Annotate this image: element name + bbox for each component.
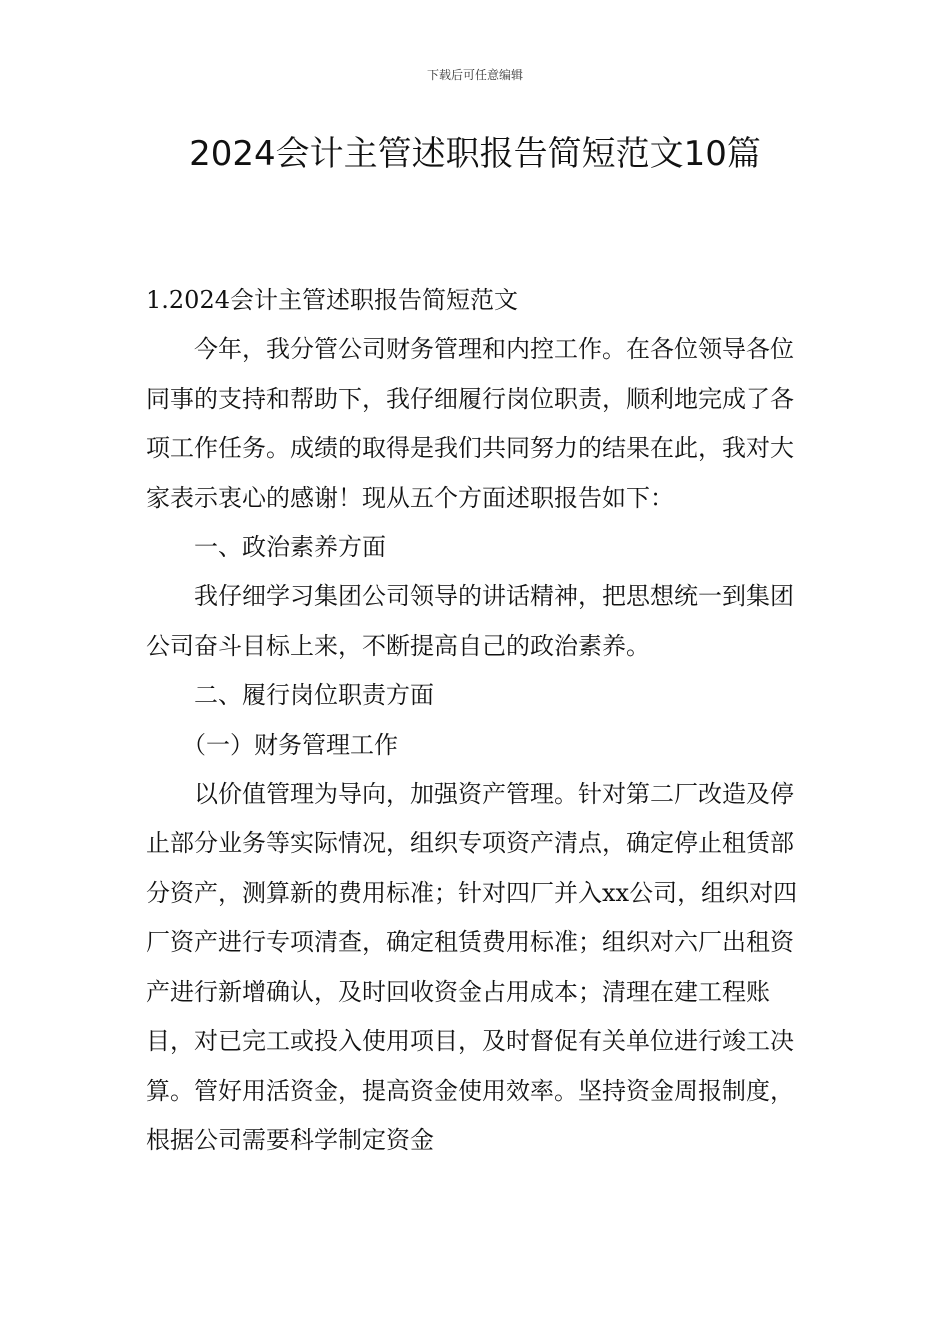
intro-paragraph: 今年，我分管公司财务管理和内控工作。在各位领导各位同事的支持和帮助下，我仔细履行岗位职责，顺利地完成了各项工作任务。成绩的取得是我们共同努力的结果在此，我对大家表示衷心的感谢！现从五个方面述职报告如下：	[146, 335, 794, 512]
section-1-heading: 一、政治素养方面	[194, 533, 386, 562]
article-heading: 1.2024会计主管述职报告简短范文	[146, 286, 518, 314]
header-note: 下载后可任意编辑	[426, 68, 523, 82]
subsection-1-paragraph: 以价值管理为导向，加强资产管理。针对第二厂改造及停止部分业务等实际情况，组织专项资产清点，确定停止租赁部分资产，测算新的费用标准；针对四厂并入xx公司，组织对四厂资产进行专项清查，确定租赁费用标准；组织对六厂出租资产进行新增确认，及时回收资金占用成本；清理在建工程账目，对已完工或投入使用项目，及时督促有关单位进行竣工决算。管好用活资金，提高资金使用效率。坚持资金周报制度，根据公司需要科学制定资金	[146, 780, 798, 1154]
subsection-1-heading: （一）财务管理工作	[182, 730, 398, 759]
document-title: 2024会计主管述职报告简短范文10篇	[189, 134, 761, 174]
section-1-paragraph: 我仔细学习集团公司领导的讲话精神，把思想统一到集团公司奋斗目标上来，不断提高自己的政治素养。	[146, 582, 794, 660]
document-body	[146, 276, 808, 1165]
section-2-heading: 二、履行岗位职责方面	[194, 681, 434, 710]
